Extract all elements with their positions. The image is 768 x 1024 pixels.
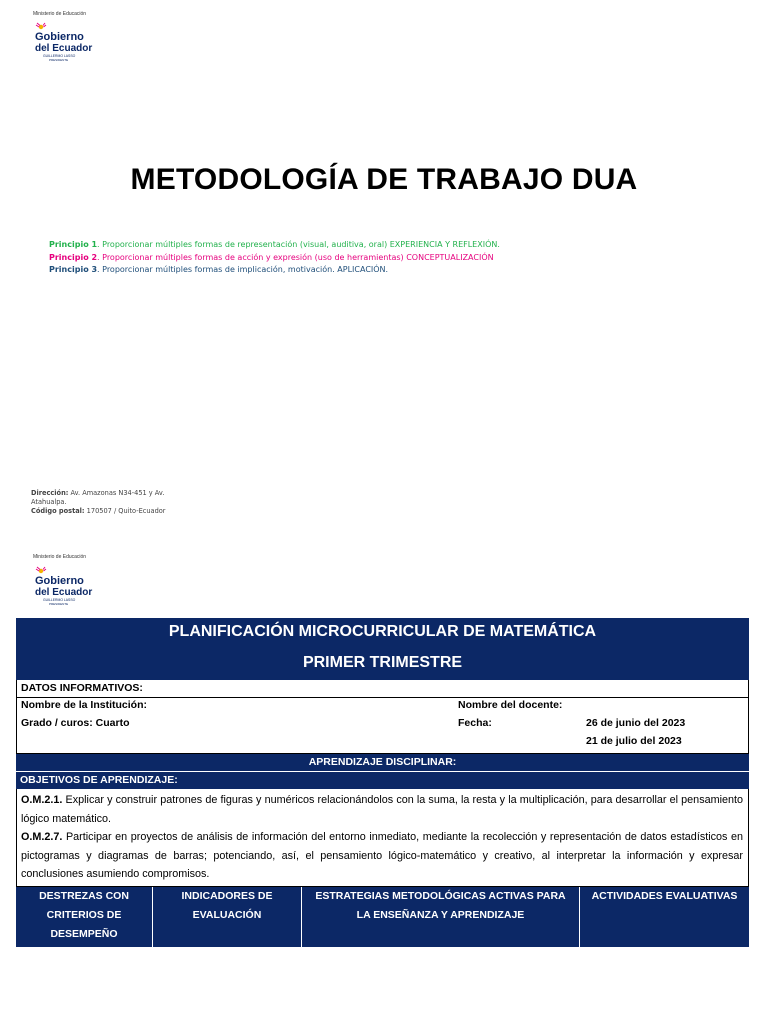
principle-3: Principio 3. Proporcionar múltiples formas de implicación, motivación. APLICACIÓN. [49, 265, 389, 274]
col-indicadores: INDICADORES DE EVALUACIÓN [153, 887, 302, 947]
col-estrategias: ESTRATEGIAS METODOLÓGICAS ACTIVAS PARA LA ENSEÑANZA Y APRENDIZAJE [302, 887, 580, 947]
grado-label: Grado / curos: Cuarto [21, 717, 130, 729]
datos-informativos: DATOS INFORMATIVOS: [16, 680, 749, 698]
column-headers [16, 887, 749, 947]
objective-2: O.M.2.7. Participar en proyectos de análisis de información del entorno inmediato, mediante la recolección y representación de datos estadísticos en pictogramas y diagramas de barras; potenciando, así, el pensamiento lógico-matemático y creativo, al interpretar la información y expresar conclusiones asumiendo compromisos. [21, 831, 743, 880]
institucion-label: Nombre de la Institución: [21, 699, 148, 711]
aprendizaje-disciplinar: APRENDIZAJE DISCIPLINAR: [16, 754, 749, 771]
table-subtitle: PRIMER TRIMESTRE [302, 654, 463, 671]
ministry-label: Ministerio de Educación [33, 11, 87, 17]
fecha-label: Fecha: [458, 717, 492, 729]
col-actividades: ACTIVIDADES EVALUATIVAS [591, 889, 738, 902]
logo-line3: GUILLERMO LASSO [43, 54, 76, 58]
docente-label: Nombre del docente: [458, 699, 563, 711]
logo-line2: del Ecuador [35, 43, 93, 54]
principles-list [49, 239, 500, 277]
objective-1: O.M.2.1. Explicar y construir patrones de figuras y numéricos relacionándolos con la suma, la resta y la multiplicación, para desarrollar el pensamiento lógico matemático. [21, 794, 743, 825]
svg-text:Gobierno: Gobierno [35, 575, 84, 587]
svg-text:del Ecuador: del Ecuador [35, 587, 93, 598]
logo-line1: Gobierno [35, 31, 84, 43]
table-title: PLANIFICACIÓN MICROCURRICULAR DE MATEMÁTICA [168, 623, 597, 640]
gobierno-ecuador-logo-2 [31, 566, 93, 606]
objetivos-header: OBJETIVOS DE APRENDIZAJE: [16, 771, 749, 789]
objectives-text [16, 789, 749, 887]
sun-icon [36, 23, 46, 29]
principle-2: Principio 2. Proporcionar múltiples formas de acción y expresión (uso de herramientas) CONCEPTUALIZACIÓN [49, 252, 494, 262]
table-header [16, 618, 749, 680]
page-title: METODOLOGÍA DE TRABAJO DUA [130, 163, 638, 196]
ministry-label-2: Ministerio de Educación [33, 554, 87, 560]
svg-text:GUILLERMO LASSO: GUILLERMO LASSO [43, 598, 76, 602]
logo-line4: PRESIDENTE [49, 58, 69, 62]
fecha-inicio: 26 de junio del 2023 [586, 717, 686, 729]
svg-text:PRESIDENTE: PRESIDENTE [49, 602, 69, 606]
info-section [16, 698, 749, 754]
fecha-fin: 21 de julio del 2023 [586, 735, 682, 747]
address-block: Dirección: Av. Amazonas N34-451 y Av. Atahualpa. Código postal: 170507 / Quito-Ecuador [31, 489, 166, 515]
col-destrezas: DESTREZAS CON CRITERIOS DE DESEMPEÑO [16, 887, 153, 947]
gobierno-ecuador-logo [31, 22, 93, 62]
planning-table [16, 618, 749, 947]
sun-icon [36, 567, 46, 573]
principle-1: Principio 1. Proporcionar múltiples formas de representación (visual, auditiva, oral) EXPERIENCIA Y REFLEXIÓN. [49, 240, 500, 249]
